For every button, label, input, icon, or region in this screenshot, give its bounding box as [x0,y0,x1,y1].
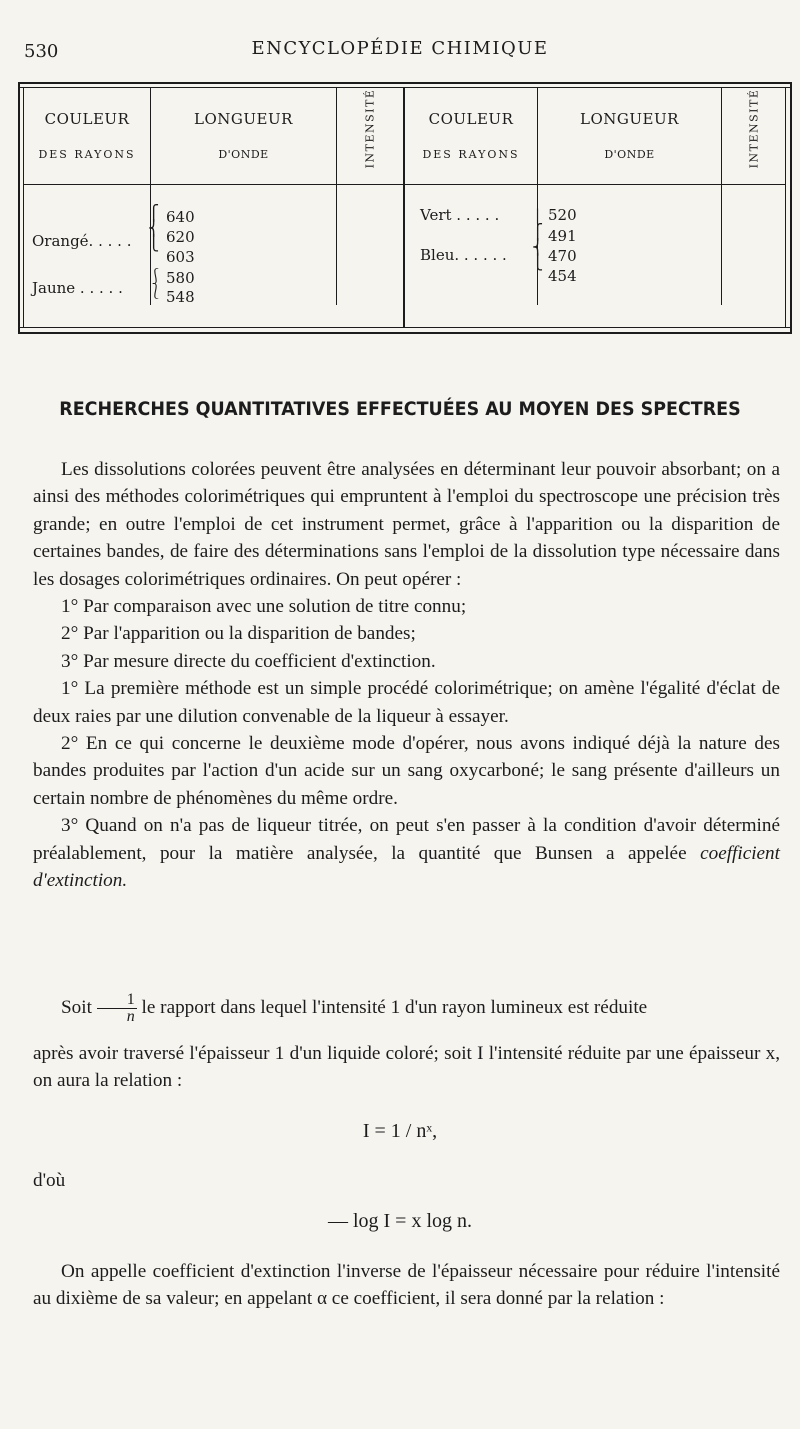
list-item: 1° Par comparaison avec une solution de titre connu; [61,596,467,618]
wave-value: 454 [548,267,577,285]
header-des-rayons-left: DES RAYONS [38,148,136,161]
fraction-numerator: 1 [97,992,137,1009]
soit-line [33,992,780,1025]
brace: ⎧ ⎨ ⎩ [148,204,160,252]
table-bottom-rule [18,332,792,334]
paragraph: Les dissolutions colorées peuvent être analysées en déterminant leur pouvoir absorbant; on a ainsi des méthodes colorimétriques qui empruntent à l'emploi du spectroscope une précision très grande; en outre l'emploi de cet instrument permet, grâce à l'apparition ou la disparition de certaines bandes, de faire des déterminations sans l'emploi de la dissolution type nécessaire dans les dosages colorimétriques ordinaires. On peut opérer : [33,459,780,590]
formula-log: — log I = x log n. [327,1210,473,1232]
paragraph: On appelle coefficient d'extinction l'inverse de l'épaisseur nécessaire pour réduire l'intensité au dixième de sa valeur; en appelant α ce coefficient, il sera donné par la relation : [33,1261,780,1310]
header-des-rayons-right: DES RAYONS [422,148,520,161]
body-text-2 [33,1040,780,1095]
row-color-bleu: Bleu. . . . . . [420,246,507,264]
fraction-denominator: n [126,1008,135,1025]
fraction [97,992,137,1025]
table-bottom-rule-2 [18,327,792,328]
paragraph-text: 3° Quand on n'a pas de liqueur titrée, on peut s'en passer à la condition d'avoir déterminé préalablement, pour la matière analysée, la quantité que Bunsen a appelée [33,815,780,864]
wave-value: 603 [166,248,195,266]
row-color-vert: Vert . . . . . [420,206,500,224]
wave-value: 548 [166,288,195,306]
header-donde-right: D'ONDE [604,148,655,161]
col-sep [721,87,722,305]
table-right-rule [790,82,792,334]
formula-intensity: I = 1 / nˣ, [362,1120,438,1142]
body-text-3 [33,1258,780,1313]
running-head: ENCYCLOPÉDIE CHIMIQUE [251,38,549,59]
brace: ⎰ ⎱ [148,267,164,300]
col-sep [336,87,337,305]
paragraph-text: le rapport dans lequel l'intensité 1 d'un rayon lumineux est réduite [141,996,648,1018]
list-item: 3° Par mesure directe du coefficient d'extinction. [61,650,436,672]
wave-value: 520 [548,206,577,224]
brace-bar: | [535,206,541,224]
brace: ⎧ ⎨ ⎩ [532,223,544,271]
section-heading: RECHERCHES QUANTITATIVES EFFECTUÉES AU MOYEN DES SPECTRES [59,398,741,420]
table-right-rule-2 [785,87,786,328]
soit-word: Soit [61,996,92,1018]
paragraph: après avoir traversé l'épaisseur 1 d'un liquide coloré; soit I l'intensité réduite par une épaisseur x, on aura la relation : [33,1043,780,1092]
page-number: 530 [24,41,59,62]
wave-value: 491 [548,227,577,245]
header-couleur-left: COULEUR [44,110,130,128]
row-color-orange: Orangé. . . . . [32,232,132,250]
italic-term: coefficient d'extinction. [33,842,780,892]
body-text [33,456,780,895]
dou-text: d'où [33,1170,66,1191]
row-color-jaune: Jaune . . . . . [32,279,123,297]
header-couleur-right: COULEUR [428,110,514,128]
wave-value: 580 [166,269,195,287]
header-donde-left: D'ONDE [218,148,269,161]
wave-value: 620 [166,228,195,246]
header-intensite-right: INTENSITÉ [747,88,761,169]
list-item: 2° Par l'apparition ou la disparition de bandes; [61,623,416,645]
wavelength-table [18,82,792,338]
paragraph [33,812,780,894]
table-left-rule [18,82,20,334]
table-top-rule [18,82,792,84]
header-intensite-left: INTENSITÉ [363,88,377,169]
header-longueur-right: LONGUEUR [580,110,679,128]
wave-value: 470 [548,247,577,265]
wave-value: 640 [166,208,195,226]
paragraph [33,992,780,1025]
paragraph: 2° En ce qui concerne le deuxième mode d'opérer, nous avons indiqué déjà la nature des bandes produites par l'action d'un acide sur un sang oxycarboné; le sang présente d'ailleurs un certain nombre de phénomènes du même ordre. [33,733,780,809]
header-longueur-left: LONGUEUR [194,110,293,128]
header-underline [24,184,786,185]
paragraph: 1° La première méthode est un simple procédé colorimétrique; on amène l'égalité d'éclat de deux raies par une dilution convenable de la liqueur à essayer. [33,678,780,727]
table-top-rule-2 [18,87,792,88]
